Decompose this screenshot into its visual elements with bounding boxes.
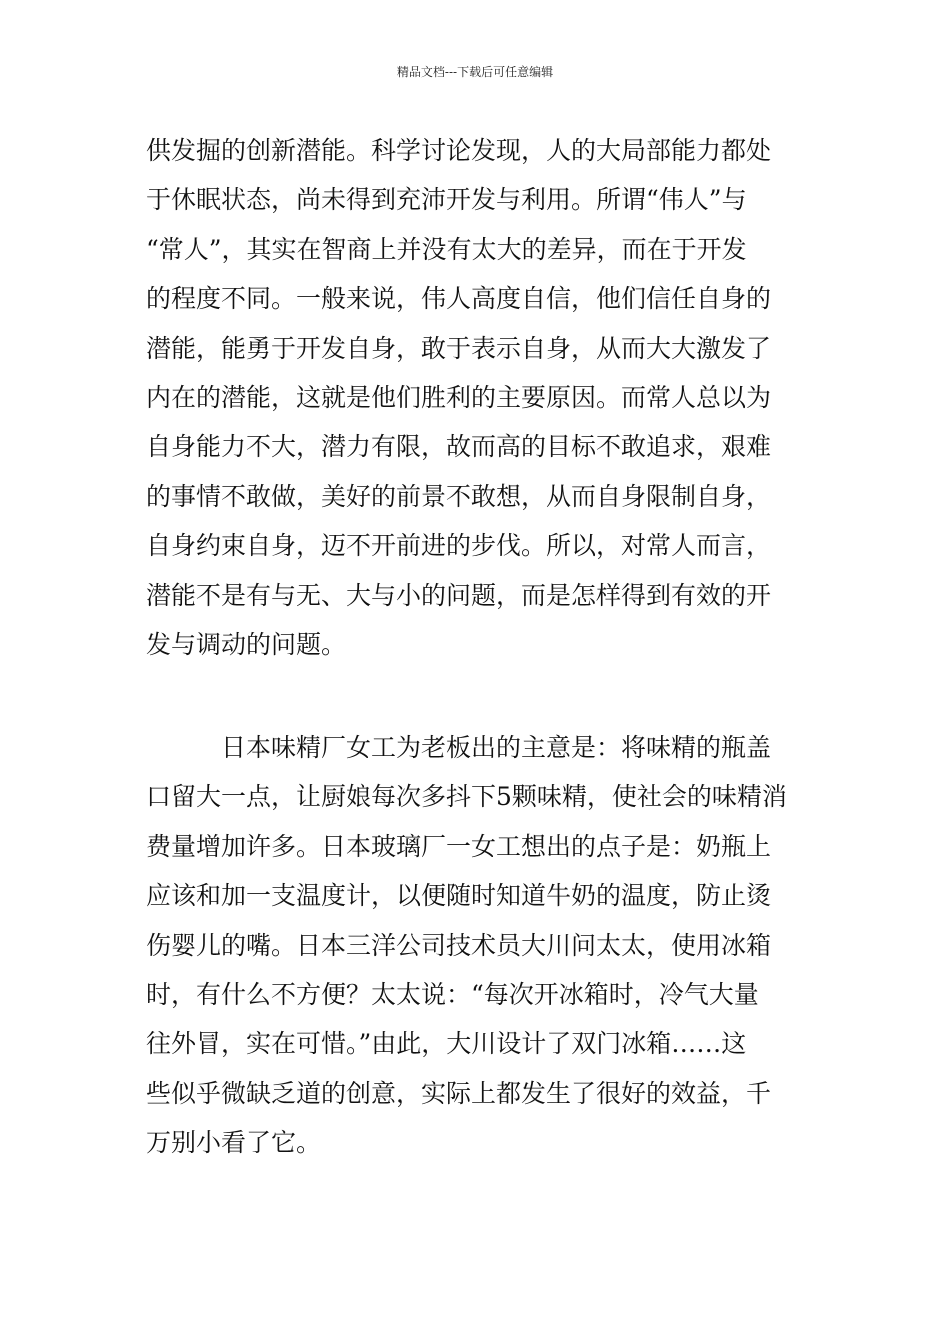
paragraph-line: 于休眠状态，尚未得到充沛开发与利用。所谓“伟人”与 <box>146 185 747 215</box>
paragraph-line: 万别小看了它。 <box>146 1128 322 1158</box>
paragraph-line: 日本味精厂女工为老板出的主意是：将味精的瓶盖 <box>146 733 772 762</box>
paragraph-line: 自身能力不大，潜力有限，故而高的目标不敢追求，艰难 <box>146 432 772 462</box>
paragraph-line: 的程度不同。一般来说，伟人高度自信，他们信任自身的 <box>146 284 772 314</box>
paragraph-line: 费量增加许多。日本玻璃厂一女工想出的点子是：奶瓶上 <box>146 831 772 861</box>
paragraph-line: “常人”，其实在智商上并没有太大的差异，而在于开发 <box>146 234 747 264</box>
paragraph-2 <box>146 723 826 1168</box>
paragraph-line: 潜能，能勇于开发自身，敢于表示自身，从而大大激发了 <box>146 333 772 363</box>
paragraph-line: 潜能不是有与无、大与小的问题，而是怎样得到有效的开 <box>146 580 772 610</box>
paragraph-line: 应该和加一支温度计，以便随时知道牛奶的温度，防止烫 <box>146 881 772 911</box>
paragraph-line: 内在的潜能，这就是他们胜利的主要原因。而常人总以为 <box>146 382 772 412</box>
paragraph-line: 伤婴儿的嘴。日本三洋公司技术员大川问太太，使用冰箱 <box>146 930 772 960</box>
paragraph-line: 口留大一点，让厨娘每次多抖下5颗味精，使社会的味精消 <box>146 782 787 812</box>
paragraph-line: 往外冒，实在可惜。”由此，大川设计了双门冰箱……这 <box>146 1029 747 1059</box>
page-header: 精品文档---下载后可任意编辑 <box>396 65 554 79</box>
paragraph-line: 发与调动的问题。 <box>146 629 347 659</box>
paragraph-line: 的事情不敢做，美好的前景不敢想，从而自身限制自身， <box>146 481 772 511</box>
paragraph-line: 些似乎微缺乏道的创意，实际上都发生了很好的效益，千 <box>146 1078 772 1108</box>
paragraph-1 <box>146 126 826 669</box>
paragraph-line: 自身约束自身，迈不开前进的步伐。所以，对常人而言， <box>146 531 772 561</box>
paragraph-line: 供发掘的创新潜能。科学讨论发现，人的大局部能力都处 <box>146 136 772 165</box>
paragraph-line: 时，有什么不方便？太太说：“每次开冰箱时，冷气大量 <box>146 979 759 1009</box>
